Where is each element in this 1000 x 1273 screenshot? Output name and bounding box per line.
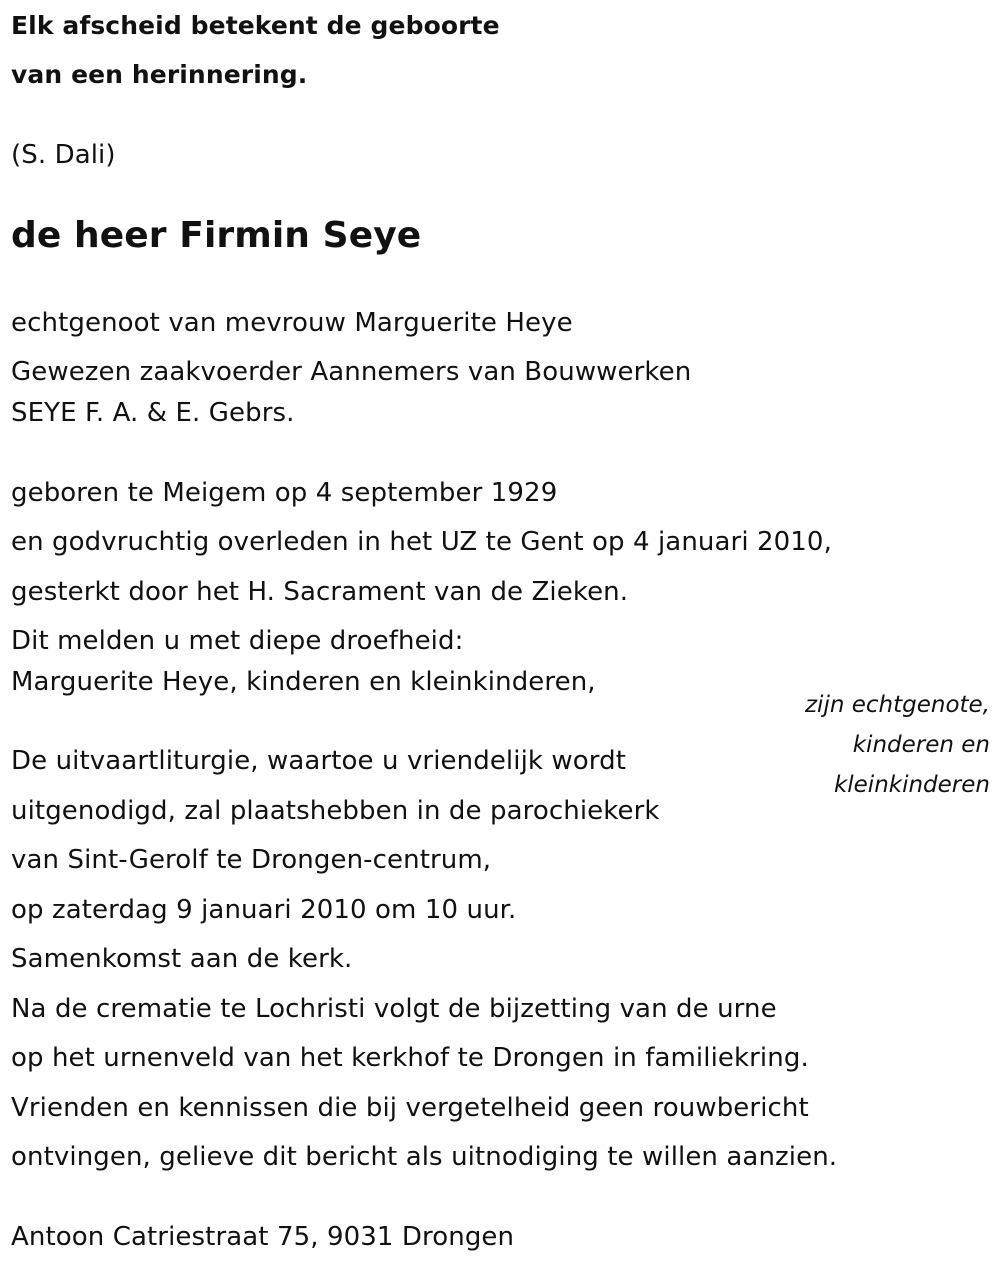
occupation-line-2: SEYE F. A. & E. Gebrs. [11, 398, 295, 428]
funeral-line-4: op zaterdag 9 januari 2010 om 10 uur. [11, 895, 517, 925]
deceased-name: de heer Firmin Seye [11, 215, 422, 256]
funeral-line-8: Vrienden en kennissen die bij vergetelheid geen rouwbericht [11, 1093, 809, 1123]
announcement-line-2: Marguerite Heye, kinderen en kleinkinderen, [11, 667, 596, 697]
funeral-line-3: van Sint-Gerolf te Drongen-centrum, [11, 845, 492, 875]
death-line: en godvruchtig overleden in het UZ te Gent op 4 januari 2010, [11, 527, 832, 557]
occupation-line-1: Gewezen zaakvoerder Aannemers van Bouwwerken [11, 357, 692, 387]
sacrament-line: gesterkt door het H. Sacrament van de Zieken. [11, 577, 629, 607]
family-side-line-3: kleinkinderen [833, 772, 990, 798]
funeral-line-1: De uitvaartliturgie, waartoe u vriendelijk wordt [11, 746, 627, 776]
family-side-line-1: zijn echtgenote, [804, 692, 990, 718]
funeral-line-5: Samenkomst aan de kerk. [11, 944, 353, 974]
quote-line-2: van een herinnering. [11, 60, 308, 89]
address-line: Antoon Catriestraat 75, 9031 Drongen [11, 1222, 515, 1252]
funeral-line-2: uitgenodigd, zal plaatshebben in de parochiekerk [11, 796, 660, 826]
family-side-line-2: kinderen en [852, 732, 990, 758]
announcement-line-1: Dit melden u met diepe droefheid: [11, 626, 464, 656]
spouse-line: echtgenoot van mevrouw Marguerite Heye [11, 308, 573, 338]
birth-line: geboren te Meigem op 4 september 1929 [11, 478, 558, 508]
quote-line-1: Elk afscheid betekent de geboorte [11, 11, 500, 40]
funeral-line-9: ontvingen, gelieve dit bericht als uitnodiging te willen aanzien. [11, 1142, 838, 1172]
funeral-line-6: Na de crematie te Lochristi volgt de bijzetting van de urne [11, 994, 777, 1024]
quote-author: (S. Dali) [11, 140, 116, 170]
funeral-line-7: op het urnenveld van het kerkhof te Drongen in familiekring. [11, 1043, 809, 1073]
